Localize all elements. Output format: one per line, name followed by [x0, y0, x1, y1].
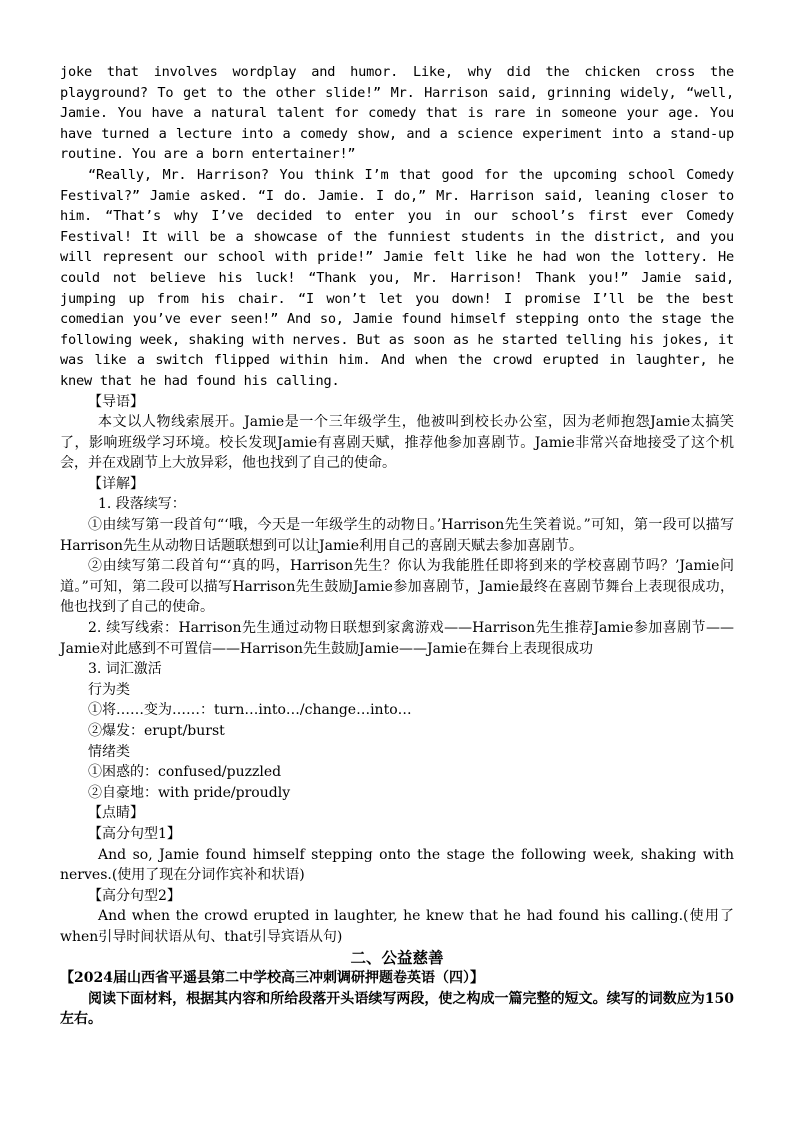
highlight-heading: 【点睛】	[88, 805, 144, 822]
story-paragraph-1: joke that involves wordplay and humor. Like, why did the chicken cross the playground? To get to the other slide!” Mr. Harrison said, grinning widely, “well, Jamie. You have a natural talent for comedy that is rare in someone your age. You have turned a lecture into a comedy show, and a science experiment into a stand-up routine. You are a born entertainer!”	[60, 64, 734, 163]
details-heading: 【详解】	[88, 475, 144, 492]
sentence-pattern-1-heading: 【高分句型1】	[88, 825, 181, 842]
document-body	[60, 62, 734, 1030]
details-item-1a: ①由续写第一段首句“‘哦，今天是一年级学生的动物日。’Harrison先生笑着说。”可知，第一段可以描写Harrison先生从动物日话题联想到可以让Jamie利用自己的喜剧天赋去参加喜剧节。	[60, 517, 734, 554]
vocab-item-1: ①将……变为……：turn…into…/change…into…	[88, 702, 412, 719]
vocab-category-action: 行为类	[88, 681, 130, 698]
guide-text: 本文以人物线索展开。Jamie是一个三年级学生，他被叫到校长办公室，因为老师抱怨Jamie太搞笑了，影响班级学习环境。校长发现Jamie有喜剧天赋，推荐他参加喜剧节。Jamie非常兴奋地接受了这个机会，并在戏剧节上大放异彩，他也找到了自己的使命。	[60, 414, 734, 472]
sentence-pattern-2: And when the crowd erupted in laughter, he knew that he had found his calling.(使用了when引导时间状语从句、that引导宾语从句)	[60, 908, 734, 945]
guide-heading: 【导语】	[88, 393, 144, 410]
story-paragraph-2: “Really, Mr. Harrison? You think I’m that good for the upcoming school Comedy Festival?” Jamie asked. “I do. Jamie. I do,” Mr. Harrison said, leaning closer to him. “That’s why I’ve decided to enter you in our school’s first ever Comedy Festival! It will be a showcase of the funniest students in the district, and you will represent our school with pride!” Jamie felt like he had won the lottery. He could not believe his luck! “Thank you, Mr. Harrison! Thank you!” Jamie said, jumping up from his chair. “I won’t let you down! I promise I’ll be the best comedian you’ve ever seen!” And so, Jamie found himself stepping onto the stage the following week, shaking with nerves. But as soon as he started telling his jokes, it was like a switch flipped within him. And when the crowd erupted in laughter, he knew that he had found his calling.	[60, 166, 734, 389]
vocab-item-4: ②自豪地：with pride/proudly	[88, 784, 291, 801]
sentence-pattern-1: And so, Jamie found himself stepping onto the stage the following week, shaking with nerves.(使用了现在分词作宾补和状语)	[60, 846, 734, 884]
section-title: 二、公益慈善	[350, 948, 444, 967]
vocab-item-2: ②爆发：erupt/burst	[88, 723, 225, 739]
details-item-1: 1. 段落续写：	[98, 496, 186, 513]
vocab-category-emotion: 情绪类	[88, 743, 130, 760]
details-item-3: 3. 词汇激活	[88, 661, 162, 678]
vocab-item-3: ①困惑的：confused/puzzled	[88, 764, 282, 781]
sentence-pattern-2-heading: 【高分句型2】	[88, 887, 181, 904]
details-item-1b: ②由续写第二段首句“‘真的吗，Harrison先生？你认为我能胜任即将到来的学校喜剧节吗？’Jamie问道。”可知，第二段可以描写Harrison先生鼓励Jamie参加喜剧节，Jamie最终在喜剧节舞台上表现很成功，他也找到了自己的使命。	[60, 558, 734, 616]
details-item-2: 2. 续写线索：Harrison先生通过动物日联想到家禽游戏——Harrison先生推荐Jamie参加喜剧节——Jamie对此感到不可置信——Harrison先生鼓励Jamie——Jamie在舞台上表现很成功	[60, 620, 734, 657]
section-source: 【2024届山西省平遥县第二中学校高三冲刺调研押题卷英语（四）】	[60, 970, 484, 987]
section-instruction: 阅读下面材料，根据其内容和所给段落开头语续写两段，使之构成一篇完整的短文。续写的词数应为150左右。	[60, 990, 734, 1028]
